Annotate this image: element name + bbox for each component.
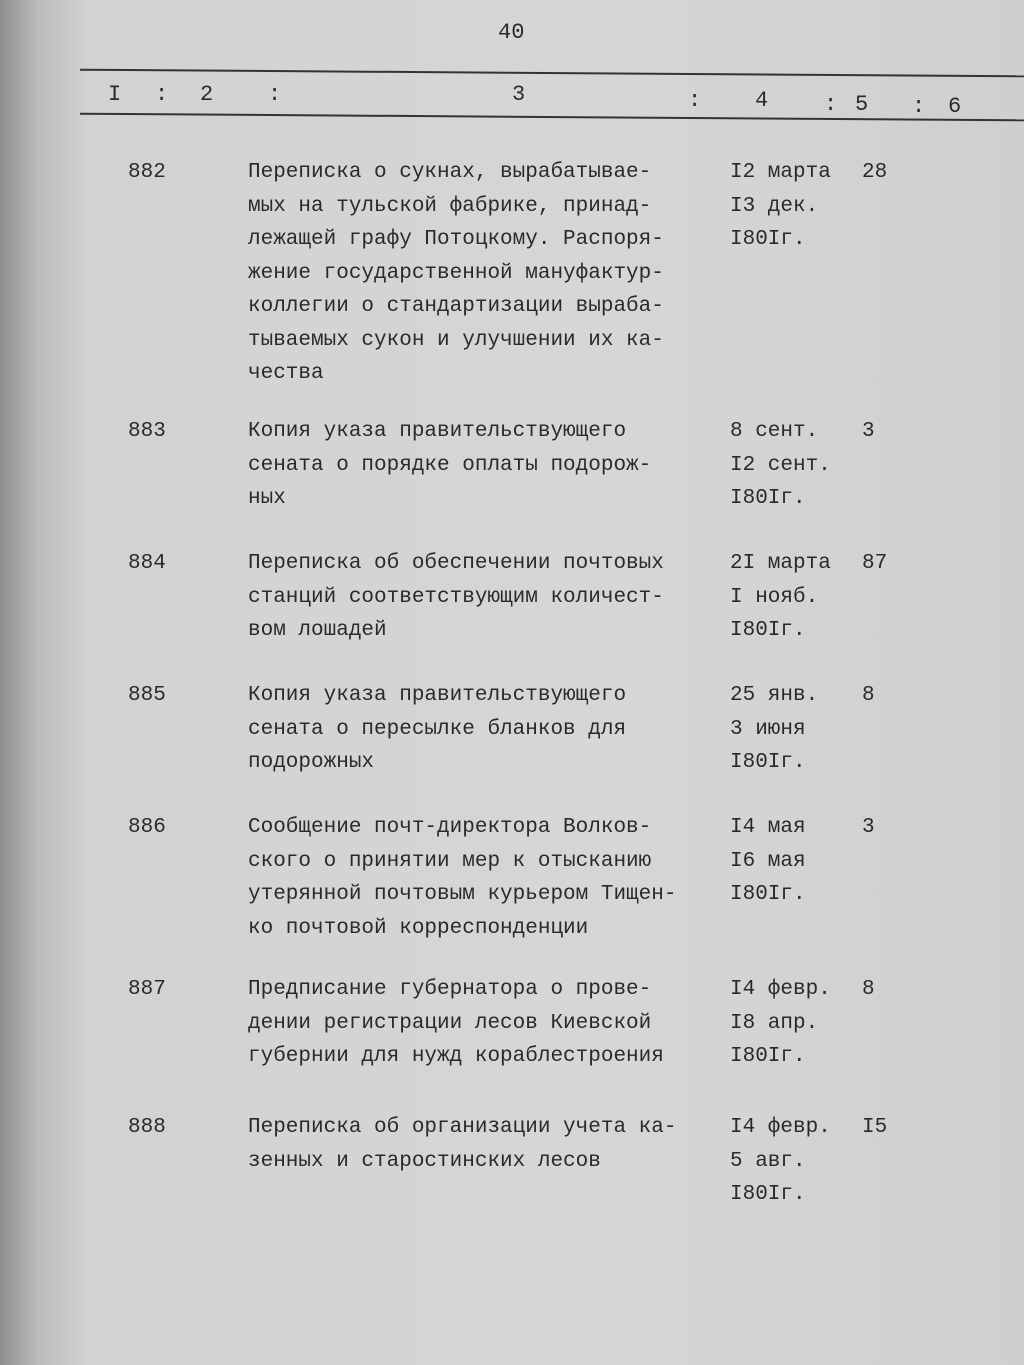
entry-description (248, 415, 728, 516)
col-1: I (108, 82, 122, 107)
description-line: утерянной почтовым курьером Тищен- (248, 883, 677, 906)
date-line: I80Iг. (730, 1045, 806, 1068)
col-4: 4 (755, 88, 769, 113)
description-line: ных (248, 487, 286, 510)
page-number: 40 (498, 20, 525, 45)
date-line: I2 сент. (730, 453, 831, 477)
date-line: I3 дек. (730, 194, 819, 218)
description-line: сената о порядке оплаты подорож- (248, 453, 652, 477)
description-line: мых на тульской фабрике, принад- (248, 194, 652, 218)
sheet-count: 8 (862, 684, 875, 707)
col-6: 6 (948, 94, 962, 119)
date-line: I80Iг. (730, 619, 806, 642)
col-5: 5 (855, 92, 869, 117)
date-line: 2I марта (730, 552, 831, 575)
description-line: Предписание губернатора о прове- (248, 978, 652, 1001)
date-line: I6 мая (730, 849, 806, 873)
description-line: жение государственной мануфактур- (248, 261, 664, 285)
entry-description (248, 1111, 728, 1178)
bottom-rule (80, 113, 1024, 122)
description-line: коллегии о стандартизации выраба- (248, 295, 664, 318)
date-line: I80Iг. (730, 751, 806, 774)
date-line: I80Iг. (730, 487, 806, 510)
date-line: 8 сент. (730, 420, 819, 443)
col-sep: : (912, 94, 926, 119)
date-line: I4 мая (730, 816, 806, 839)
date-line: I80Iг. (730, 228, 806, 251)
sheet-count: 87 (862, 552, 888, 575)
description-line: тываемых сукон и улучшении их ка- (248, 328, 664, 352)
description-line: станций соответствующим количест- (248, 585, 664, 609)
entry-description (248, 973, 728, 1074)
description-line: Переписка о сукнах, вырабатывае- (248, 161, 652, 184)
date-line: I4 февр. (730, 1116, 831, 1139)
description-line: зенных и старостинских лесов (248, 1149, 601, 1173)
sheet-count: 8 (862, 978, 875, 1001)
entry-number: 882 (128, 161, 166, 184)
date-line: I80Iг. (730, 1183, 806, 1206)
date-line: 5 авг. (730, 1149, 806, 1173)
description-line: ко почтовой корреспонденции (248, 916, 589, 940)
sheet-count: 28 (862, 161, 888, 184)
description-line: Сообщение почт-директора Волков- (248, 816, 652, 839)
date-line: I4 февр. (730, 978, 831, 1001)
date-line: 3 июня (730, 717, 806, 741)
col-2: 2 (200, 82, 214, 107)
description-line: чества (248, 362, 324, 385)
entry-dates (730, 679, 818, 780)
entry-description (248, 811, 728, 945)
entry-description (248, 679, 728, 780)
entry-description (248, 547, 728, 648)
description-line: ского о принятии мер к отысканию (248, 849, 652, 873)
col-sep: : (688, 88, 702, 113)
date-line: I80Iг. (730, 883, 806, 906)
entry-dates (730, 811, 806, 912)
entry-number: 883 (128, 420, 166, 443)
date-line: I8 апр. (730, 1011, 819, 1035)
entry-dates (730, 415, 831, 516)
sheet-count: 3 (862, 420, 875, 443)
description-line: Копия указа правительствующего (248, 420, 627, 443)
description-line: подорожных (248, 751, 375, 774)
col-sep: : (268, 82, 282, 107)
date-line: I2 марта (730, 161, 831, 184)
entry-number: 884 (128, 552, 166, 575)
description-line: Переписка об обеспечении почтовых (248, 552, 664, 575)
description-line: лежащей графу Потоцкому. Распоря- (248, 228, 664, 251)
col-3: 3 (512, 82, 526, 107)
sheet-count: 3 (862, 816, 875, 839)
entry-description (248, 156, 728, 391)
entry-number: 888 (128, 1116, 166, 1139)
entry-number: 885 (128, 684, 166, 707)
entry-dates (730, 1111, 831, 1212)
date-line: I нояб. (730, 585, 819, 609)
description-line: сената о пересылке бланков для (248, 717, 627, 741)
col-sep: : (155, 82, 169, 107)
description-line: Переписка об организации учета ка- (248, 1116, 677, 1139)
top-rule (80, 69, 1024, 78)
entry-dates (730, 973, 831, 1074)
sheet-count: I5 (862, 1116, 888, 1139)
entry-dates (730, 156, 831, 257)
description-line: Копия указа правительствующего (248, 684, 627, 707)
col-sep: : (824, 92, 838, 117)
date-line: 25 янв. (730, 684, 819, 707)
entry-number: 886 (128, 816, 166, 839)
description-line: дении регистрации лесов Киевской (248, 1011, 652, 1035)
description-line: губернии для нужд кораблестроения (248, 1045, 664, 1068)
description-line: вом лошадей (248, 619, 387, 642)
entry-number: 887 (128, 978, 166, 1001)
entry-dates (730, 547, 831, 648)
